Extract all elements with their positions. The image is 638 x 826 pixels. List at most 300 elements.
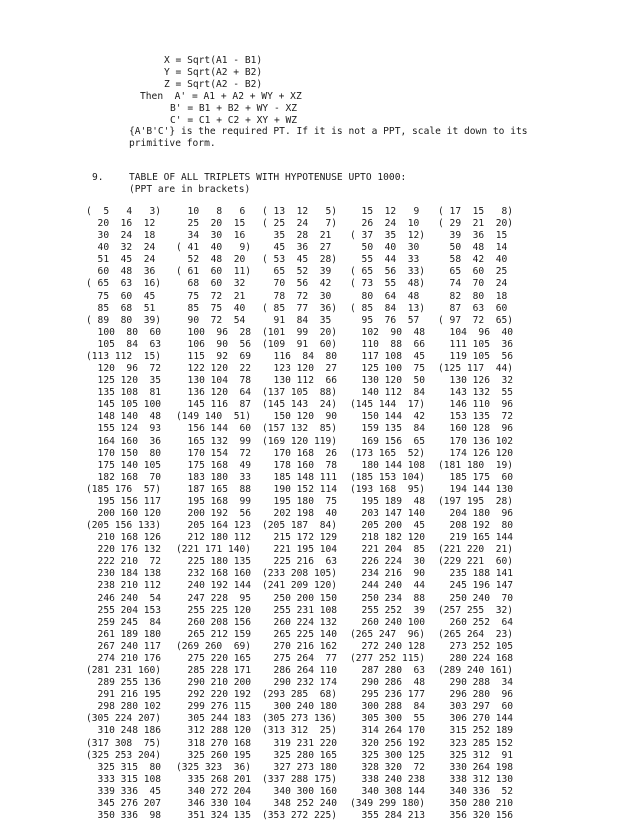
triplet-cell: 204 180 96: [438, 508, 514, 519]
table-row: [86, 436, 526, 448]
triplet-cell: 78 72 30: [262, 290, 332, 302]
triplet-cell: 298 280 102: [86, 701, 162, 713]
triplet-cell: (173 165 52): [350, 447, 426, 459]
triplet-cell: 195 156 117: [86, 495, 162, 507]
triplet-cell: 351 324 135: [176, 810, 252, 821]
triplet-cell: 170 154 72: [176, 447, 252, 459]
triplet-cell: 300 240 180: [262, 701, 338, 713]
triplet-cell: 275 220 165: [176, 652, 252, 664]
triplet-cell: 200 160 120: [86, 508, 162, 519]
triplet-cell: 261 189 180: [86, 628, 162, 640]
table-row: [86, 798, 526, 810]
triplet-cell: 205 200 45: [350, 520, 426, 532]
triplet-cell: 20 16 12: [86, 218, 156, 230]
formula-line-c-prime: C' = C1 + C2 + XY + WZ: [170, 115, 298, 126]
triplet-cell: 265 225 140: [262, 628, 338, 640]
triplet-cell: (293 285 68): [262, 689, 338, 701]
table-row: [86, 363, 526, 375]
triplet-cell: 164 160 36: [86, 435, 162, 447]
table-row: [86, 641, 526, 653]
table-row: [86, 423, 526, 435]
triplet-cell: (101 99 20): [262, 326, 338, 338]
triplet-cell: ( 73 55 48): [350, 278, 426, 290]
triplet-cell: ( 65 56 33): [350, 266, 426, 278]
triplet-cell: 220 176 132: [86, 544, 162, 556]
table-row: [86, 278, 526, 290]
triplet-cell: 60 48 36: [86, 266, 156, 278]
triplet-cell: 120 96 72: [86, 363, 162, 375]
triplet-cell: 259 245 84: [86, 616, 162, 628]
table-row: [86, 496, 526, 508]
triplet-cell: 346 330 104: [176, 797, 252, 809]
triplet-cell: 175 140 105: [86, 459, 162, 471]
triplet-cell: ( 29 21 20): [438, 218, 514, 230]
triplet-cell: ( 41 40 9): [176, 242, 252, 254]
triplet-cell: (265 247 96): [350, 628, 426, 640]
triplet-cell: 244 240 44: [350, 580, 426, 592]
triplet-cell: 185 175 60: [438, 471, 514, 483]
triplet-cell: 180 144 108: [350, 459, 426, 471]
table-row: [86, 532, 526, 544]
triplet-cell: 85 75 40: [176, 302, 246, 314]
triplet-cell: (337 288 175): [262, 773, 338, 785]
triplet-cell: 150 144 42: [350, 411, 426, 423]
triplet-cell: 267 240 117: [86, 640, 162, 652]
triplet-cell: 273 252 105: [438, 640, 514, 652]
triplet-cell: ( 65 63 16): [86, 278, 162, 290]
triplet-cell: 325 300 125: [350, 749, 426, 761]
triplet-cell: 30 24 18: [86, 230, 156, 242]
triplet-cell: (137 105 88): [262, 387, 338, 399]
triplet-cell: (185 176 57): [86, 483, 162, 495]
triplet-cell: 87 63 60: [438, 302, 508, 314]
triplet-cell: 340 272 204: [176, 785, 252, 797]
table-row: [86, 375, 526, 387]
triplet-cell: ( 61 60 11): [176, 266, 252, 278]
triplet-cell: 115 92 69: [176, 350, 252, 362]
triplet-cell: 102 90 48: [350, 326, 426, 338]
triplet-cell: (233 208 105): [262, 568, 338, 580]
triplet-cell: 328 320 72: [350, 761, 426, 773]
triplet-cell: 348 252 240: [262, 797, 338, 809]
table-row: [86, 617, 526, 629]
triplet-cell: ( 53 45 28): [262, 254, 338, 266]
table-row: [86, 774, 526, 786]
triplet-cell: 205 164 123: [176, 520, 252, 532]
triplet-cell: 159 135 84: [350, 423, 426, 435]
triplet-cell: 274 210 176: [86, 652, 162, 664]
triplet-cell: 100 96 28: [176, 326, 252, 338]
triplet-cell: (205 156 133): [86, 520, 162, 532]
triplet-cell: 330 264 198: [438, 761, 514, 773]
table-row: [86, 399, 526, 411]
triplet-cell: 85 68 51: [86, 302, 156, 314]
triplet-cell: 260 224 132: [262, 616, 338, 628]
triplet-cell: 260 208 156: [176, 616, 252, 628]
triplet-cell: 130 104 78: [176, 375, 252, 387]
table-row: [86, 568, 526, 580]
triplet-cell: (205 187 84): [262, 520, 338, 532]
triplet-cell: ( 85 84 13): [350, 302, 426, 314]
triplet-cell: (221 220 21): [438, 544, 514, 556]
triplet-cell: 215 172 129: [262, 532, 338, 544]
triplet-cell: 185 148 111: [262, 471, 338, 483]
triplet-cell: (221 171 140): [176, 544, 252, 556]
triplet-cell: 153 135 72: [438, 411, 514, 423]
table-row: [86, 580, 526, 592]
triplet-cell: 325 280 165: [262, 749, 338, 761]
triplet-cell: 125 120 35: [86, 375, 162, 387]
triplet-cell: 299 276 115: [176, 701, 252, 713]
triplet-cell: 58 42 40: [438, 254, 508, 266]
triplet-cell: 125 100 75: [350, 363, 426, 375]
triplet-cell: ( 25 24 7): [262, 218, 338, 230]
table-row: [86, 520, 526, 532]
triplet-cell: 123 120 27: [262, 363, 338, 375]
triplet-cell: ( 89 80 39): [86, 314, 162, 326]
table-row: [86, 689, 526, 701]
triplet-cell: 39 36 15: [438, 230, 508, 242]
table-row: [86, 351, 526, 363]
triplet-cell: 340 308 144: [350, 785, 426, 797]
triplet-cell: 285 228 171: [176, 665, 252, 677]
table-row: [86, 544, 526, 556]
table-row: [86, 653, 526, 665]
triplet-cell: 143 132 55: [438, 387, 514, 399]
formula-line-y: Y = Sqrt(A2 + B2): [164, 67, 263, 78]
triplet-cell: 350 336 98: [86, 810, 162, 821]
triplet-cell: 286 264 110: [262, 665, 338, 677]
formula-line-b-prime: B' = B1 + B2 + WY - XZ: [170, 103, 298, 114]
triplet-cell: 290 210 200: [176, 677, 252, 689]
triplet-cell: 290 288 34: [438, 677, 514, 689]
triplet-cell: (257 255 32): [438, 604, 514, 616]
triplet-cell: 250 200 150: [262, 592, 338, 604]
triplet-cell: 305 244 183: [176, 713, 252, 725]
triplet-cell: 82 80 18: [438, 290, 508, 302]
triplet-cell: 135 108 81: [86, 387, 162, 399]
triplet-cell: 230 184 138: [86, 568, 162, 580]
triplet-cell: 190 152 114: [262, 483, 338, 495]
triplet-cell: 338 240 238: [350, 773, 426, 785]
triplet-cell: 52 48 20: [176, 254, 246, 266]
triplet-cell: 250 234 88: [350, 592, 426, 604]
triplet-cell: 170 168 26: [262, 447, 338, 459]
triplet-cell: 226 224 30: [350, 556, 426, 568]
triplet-cell: (185 153 104): [350, 471, 426, 483]
triplet-cell: 333 315 108: [86, 773, 162, 785]
triplet-cell: (109 91 60): [262, 338, 338, 350]
triplet-cell: 106 90 56: [176, 338, 252, 350]
table-row: [86, 387, 526, 399]
triplet-cell: 240 192 144: [176, 580, 252, 592]
triplet-cell: (125 117 44): [438, 363, 514, 375]
triplet-cell: 55 44 33: [350, 254, 420, 266]
triplet-cell: 140 112 84: [350, 387, 426, 399]
triplet-cell: 104 96 40: [438, 326, 514, 338]
triplet-cell: 170 150 80: [86, 447, 162, 459]
triplet-cell: 187 165 88: [176, 483, 252, 495]
triplet-cell: 195 180 75: [262, 495, 338, 507]
table-row: [86, 725, 526, 737]
triplet-cell: 146 110 96: [438, 399, 514, 411]
triplet-cell: 35 28 21: [262, 230, 332, 242]
triplet-cell: 315 252 189: [438, 725, 514, 737]
formula-line-a-prime: Then A' = A1 + A2 + WY + XZ: [140, 91, 302, 102]
table-row: [86, 242, 526, 254]
section-title: TABLE OF ALL TRIPLETS WITH HYPOTENUSE UPTO 1000:: [129, 172, 407, 183]
triplet-cell: (289 240 161): [438, 665, 514, 677]
triplet-cell: 287 280 63: [350, 665, 426, 677]
formula-line-x: X = Sqrt(A1 - B1): [164, 55, 263, 66]
table-row: [86, 786, 526, 798]
table-row: [86, 206, 526, 218]
triplet-cell: (317 308 75): [86, 737, 162, 749]
table-row: [86, 605, 526, 617]
triplet-cell: 40 32 24: [86, 242, 156, 254]
triplet-cell: (145 143 24): [262, 399, 338, 411]
triplet-cell: 335 268 201: [176, 773, 252, 785]
triplet-cell: 350 280 210: [438, 797, 514, 809]
triplet-cell: 200 192 56: [176, 508, 252, 519]
triplet-cell: 312 288 120: [176, 725, 252, 737]
triplet-cell: (113 112 15): [86, 350, 162, 362]
triplet-cell: 51 45 24: [86, 254, 156, 266]
triplet-cell: ( 5 4 3): [86, 206, 162, 217]
triplet-cell: 175 168 49: [176, 459, 252, 471]
triplet-cell: 319 231 220: [262, 737, 338, 749]
triplet-cell: 195 168 99: [176, 495, 252, 507]
triplet-cell: 296 280 96: [438, 689, 514, 701]
table-row: [86, 810, 526, 822]
triplet-cell: ( 97 72 65): [438, 314, 514, 326]
triplet-cell: 145 116 87: [176, 399, 252, 411]
triplet-cell: 178 160 78: [262, 459, 338, 471]
triplet-cell: 156 144 60: [176, 423, 252, 435]
table-row: [86, 472, 526, 484]
triplet-cell: 10 8 6: [176, 206, 246, 217]
table-row: [86, 315, 526, 327]
triplet-cell: (265 264 23): [438, 628, 514, 640]
table-row: [86, 556, 526, 568]
triplet-cell: (149 140 51): [176, 411, 252, 423]
triplet-cell: 325 315 80: [86, 761, 162, 773]
triplet-cell: 260 252 64: [438, 616, 514, 628]
triplet-cell: 75 72 21: [176, 290, 246, 302]
triplet-cell: 327 273 180: [262, 761, 338, 773]
triplet-cell: 122 120 22: [176, 363, 252, 375]
triplet-cell: 323 285 152: [438, 737, 514, 749]
triplet-cell: 289 255 136: [86, 677, 162, 689]
triplet-cell: 105 84 63: [86, 338, 162, 350]
table-row: [86, 665, 526, 677]
triplet-cell: 235 188 141: [438, 568, 514, 580]
triplet-cell: (349 299 180): [350, 797, 426, 809]
triplet-cell: 174 126 120: [438, 447, 514, 459]
triplet-cell: (241 209 120): [262, 580, 338, 592]
formula-note-line-1: {A'B'C'} is the required PT. If it is not a PPT, scale it down to its: [129, 126, 528, 137]
triplet-cell: 68 60 32: [176, 278, 246, 290]
table-row: [86, 701, 526, 713]
table-row: [86, 230, 526, 242]
triplet-cell: 169 156 65: [350, 435, 426, 447]
table-row: [86, 254, 526, 266]
table-row: [86, 266, 526, 278]
triplet-cell: 275 264 77: [262, 652, 338, 664]
triplet-cell: 119 105 56: [438, 350, 514, 362]
triplet-cell: 95 76 57: [350, 314, 420, 326]
triplet-cell: 295 236 177: [350, 689, 426, 701]
triplet-cell: 65 60 25: [438, 266, 508, 278]
triplet-cell: 110 88 66: [350, 338, 426, 350]
table-row: [86, 411, 526, 423]
triplet-cell: (193 168 95): [350, 483, 426, 495]
triplet-cell: 318 270 168: [176, 737, 252, 749]
triplet-cell: 208 192 80: [438, 520, 514, 532]
triplet-cell: 116 84 80: [262, 350, 338, 362]
triplet-cell: 155 124 93: [86, 423, 162, 435]
formula-note-line-2: primitive form.: [129, 138, 216, 149]
table-row: [86, 448, 526, 460]
triplet-cell: 291 216 195: [86, 689, 162, 701]
triplet-cell: 306 270 144: [438, 713, 514, 725]
triplet-cell: 222 210 72: [86, 556, 162, 568]
triplet-cell: 314 264 170: [350, 725, 426, 737]
triplet-cell: 247 228 95: [176, 592, 252, 604]
triplet-cell: 130 126 32: [438, 375, 514, 387]
triplet-cell: 300 288 84: [350, 701, 426, 713]
triplet-cell: 130 120 50: [350, 375, 426, 387]
triplet-cell: 280 224 168: [438, 652, 514, 664]
triplet-cell: 292 220 192: [176, 689, 252, 701]
triplet-cell: 170 136 102: [438, 435, 514, 447]
triplet-cell: 65 52 39: [262, 266, 332, 278]
triplet-cell: 45 36 27: [262, 242, 332, 254]
triplet-cell: 74 70 24: [438, 278, 508, 290]
triplet-cell: 194 144 130: [438, 483, 514, 495]
triplet-cell: 250 240 70: [438, 592, 514, 604]
triplet-cell: 202 198 40: [262, 508, 338, 519]
triplet-cell: 160 128 96: [438, 423, 514, 435]
triplet-cell: 246 240 54: [86, 592, 162, 604]
section-subtitle: (PPT are in brackets): [129, 184, 251, 195]
triplet-cell: 50 40 30: [350, 242, 420, 254]
triplet-cell: (181 180 19): [438, 459, 514, 471]
triplet-cell: 255 231 108: [262, 604, 338, 616]
triplet-cell: 165 132 99: [176, 435, 252, 447]
table-row: [86, 762, 526, 774]
triplet-cell: 75 60 45: [86, 290, 156, 302]
triplet-cell: 148 140 48: [86, 411, 162, 423]
triplet-cell: 272 240 128: [350, 640, 426, 652]
triplet-cell: 70 56 42: [262, 278, 332, 290]
triplet-cell: 290 286 48: [350, 677, 426, 689]
triplet-cell: 340 336 52: [438, 785, 514, 797]
triplet-cell: 145 105 100: [86, 399, 162, 411]
triplet-cell: 260 240 100: [350, 616, 426, 628]
triplet-cell: 212 180 112: [176, 532, 252, 544]
triplet-cell: 117 108 45: [350, 350, 426, 362]
table-row: [86, 484, 526, 496]
triplet-cell: (325 323 36): [176, 761, 252, 773]
triplet-cell: 195 189 48: [350, 495, 426, 507]
triplet-cell: 80 64 48: [350, 290, 420, 302]
triplet-cell: 183 180 33: [176, 471, 252, 483]
table-row: [86, 750, 526, 762]
triplet-cell: 221 195 104: [262, 544, 338, 556]
triplet-cell: 50 48 14: [438, 242, 508, 254]
table-row: [86, 629, 526, 641]
triplet-cell: 345 276 207: [86, 797, 162, 809]
triplet-cell: 338 312 130: [438, 773, 514, 785]
triplet-cell: (157 132 85): [262, 423, 338, 435]
triplet-cell: 34 30 16: [176, 230, 246, 242]
table-row: [86, 327, 526, 339]
triplet-cell: 26 24 10: [350, 218, 420, 230]
triplet-cell: 355 284 213: [350, 810, 426, 821]
triplet-cell: 210 168 126: [86, 532, 162, 544]
triplet-cell: 15 12 9: [350, 206, 420, 217]
triplet-cell: (281 231 160): [86, 665, 162, 677]
table-row: [86, 303, 526, 315]
table-row: [86, 291, 526, 303]
triplet-cell: (325 253 204): [86, 749, 162, 761]
triplet-cell: (313 312 25): [262, 725, 338, 737]
formula-line-z: Z = Sqrt(A2 - B2): [164, 79, 263, 90]
triplet-cell: 270 216 162: [262, 640, 338, 652]
triplet-cell: ( 13 12 5): [262, 206, 338, 217]
triplet-cell: 305 300 55: [350, 713, 426, 725]
triplet-cell: 111 105 36: [438, 338, 514, 350]
triplet-cell: 221 204 85: [350, 544, 426, 556]
triplet-cell: 90 72 54: [176, 314, 246, 326]
triplet-cell: 238 210 112: [86, 580, 162, 592]
triplet-cell: 290 232 174: [262, 677, 338, 689]
triplet-cell: 182 168 70: [86, 471, 162, 483]
triplet-cell: (305 224 207): [86, 713, 162, 725]
triplet-cell: 225 216 63: [262, 556, 338, 568]
triplet-cell: 255 204 153: [86, 604, 162, 616]
table-row: [86, 339, 526, 351]
triplet-cell: 150 120 90: [262, 411, 338, 423]
triplet-cell: 100 80 60: [86, 326, 162, 338]
triplet-cell: 255 252 39: [350, 604, 426, 616]
triplet-cell: (197 195 28): [438, 495, 514, 507]
triplet-cell: 255 225 120: [176, 604, 252, 616]
triplet-cell: 320 256 192: [350, 737, 426, 749]
triplet-cell: 219 165 144: [438, 532, 514, 544]
table-row: [86, 218, 526, 230]
triplet-cell: 356 320 156: [438, 810, 514, 821]
triplet-cell: (229 221 60): [438, 556, 514, 568]
triplet-cell: (169 120 119): [262, 435, 338, 447]
table-row: [86, 460, 526, 472]
triplet-cell: 232 168 160: [176, 568, 252, 580]
triplet-cell: 225 180 135: [176, 556, 252, 568]
triplet-cell: 325 260 195: [176, 749, 252, 761]
triplet-cell: ( 17 15 8): [438, 206, 514, 217]
triplet-cell: 265 212 159: [176, 628, 252, 640]
table-row: [86, 738, 526, 750]
triplet-cell: ( 37 35 12): [350, 230, 426, 242]
triplet-cell: 234 216 90: [350, 568, 426, 580]
table-row: [86, 713, 526, 725]
table-row: [86, 593, 526, 605]
triplet-cell: 25 20 15: [176, 218, 246, 230]
triplet-cell: 303 297 60: [438, 701, 514, 713]
triplet-cell: 245 196 147: [438, 580, 514, 592]
triplet-cell: (305 273 136): [262, 713, 338, 725]
